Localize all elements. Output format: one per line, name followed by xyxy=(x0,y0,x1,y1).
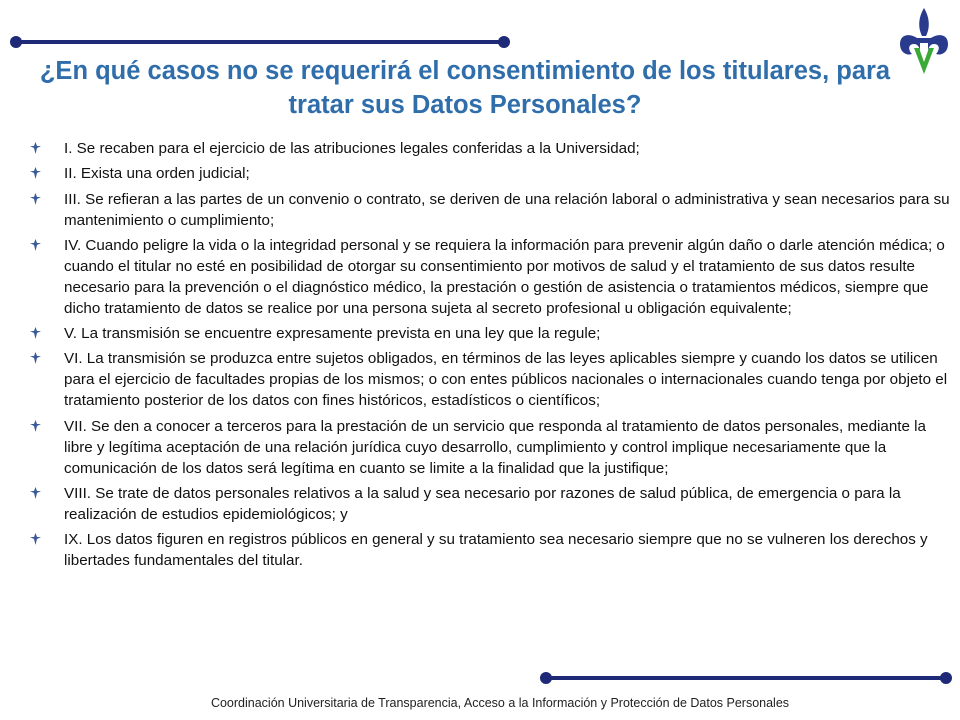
list-item xyxy=(30,189,950,231)
list-item xyxy=(30,163,950,184)
footer-text: Coordinación Universitaria de Transparencia, Acceso a la Información y Protección de Datos Personales xyxy=(210,696,790,710)
fleur-bullet-icon xyxy=(30,352,41,364)
fleur-bullet-icon xyxy=(30,487,41,499)
fleur-bullet-icon xyxy=(30,142,41,154)
item-text: VI. La transmisión se produzca entre sujetos obligados, en términos de las leyes aplicables siempre y cuando los datos se utilicen para el ejercicio de facultades propias de los mismos; o con entes públicos nacionales o internacionales cuando tenga por objeto el tratamiento posterior de los datos con fines históricos, estadísticos o científicos; xyxy=(64,350,948,410)
slide-title: ¿En qué casos no se requerirá el consentimiento de los titulares, para tratar sus Datos Personales? xyxy=(39,57,891,119)
item-text: VIII. Se trate de datos personales relativos a la salud y sea necesario por razones de salud pública, de emergencia o para la realización de estudios epidemiológicos; y xyxy=(64,485,901,524)
list-item xyxy=(30,348,950,411)
item-text: III. Se refieran a las partes de un convenio o contrato, se deriven de una relación laboral o administrativa y sean necesarios para su mantenimiento o cumplimiento; xyxy=(64,190,950,229)
rule-dot xyxy=(10,36,22,48)
item-text: I. Se recaben para el ejercicio de las atribuciones legales conferidas a la Universidad; xyxy=(64,140,640,157)
fleur-bullet-icon xyxy=(30,420,41,432)
fleur-bullet-icon xyxy=(30,533,41,545)
list-item xyxy=(30,483,950,525)
top-decorative-rule xyxy=(14,40,506,44)
item-list xyxy=(30,138,950,576)
bottom-decorative-rule xyxy=(544,676,948,680)
list-item xyxy=(30,138,950,159)
item-text: IX. Los datos figuren en registros públicos en general y su tratamiento sea necesario siempre que no se vulneren los derechos y libertades fundamentales del titular. xyxy=(64,531,928,570)
rule-dot xyxy=(540,672,552,684)
fleur-bullet-icon xyxy=(30,239,41,251)
flor-de-lis-logo-icon xyxy=(896,6,952,78)
list-item xyxy=(30,529,950,571)
list-item xyxy=(30,416,950,479)
fleur-bullet-icon xyxy=(30,193,41,205)
item-text: IV. Cuando peligre la vida o la integridad personal y se requiera la información para prevenir algún daño o darle atención médica; o cuando el titular no esté en posibilidad de otorgar su consentimiento por motivos de salud y el tratamiento de sus datos resulte necesario para la prevención o el diagnóstico médico, la prestación o gestión de asistencia o tratamientos médicos, siempre que dicho tratamiento de datos se realice por una persona sujeta al secreto profesional u obligación equivalente; xyxy=(64,236,945,317)
rule-dot xyxy=(940,672,952,684)
fleur-bullet-icon xyxy=(30,167,41,179)
list-item xyxy=(30,323,950,344)
item-text: II. Exista una orden judicial; xyxy=(64,165,250,183)
rule-dot xyxy=(498,36,510,48)
item-text: V. La transmisión se encuentre expresamente prevista en una ley que la regule; xyxy=(64,325,601,343)
item-text: VII. Se den a conocer a terceros para la prestación de un servicio que responda al tratamiento de datos personales, mediante la libre y legítima aceptación de una relación jurídica cuyo desarrollo, cumplimiento y control implique necesariamente que la comunicación de los datos será legítima en cuanto se limite a la finalidad que la justifique; xyxy=(64,417,926,477)
fleur-bullet-icon xyxy=(30,327,41,339)
list-item xyxy=(30,235,950,319)
